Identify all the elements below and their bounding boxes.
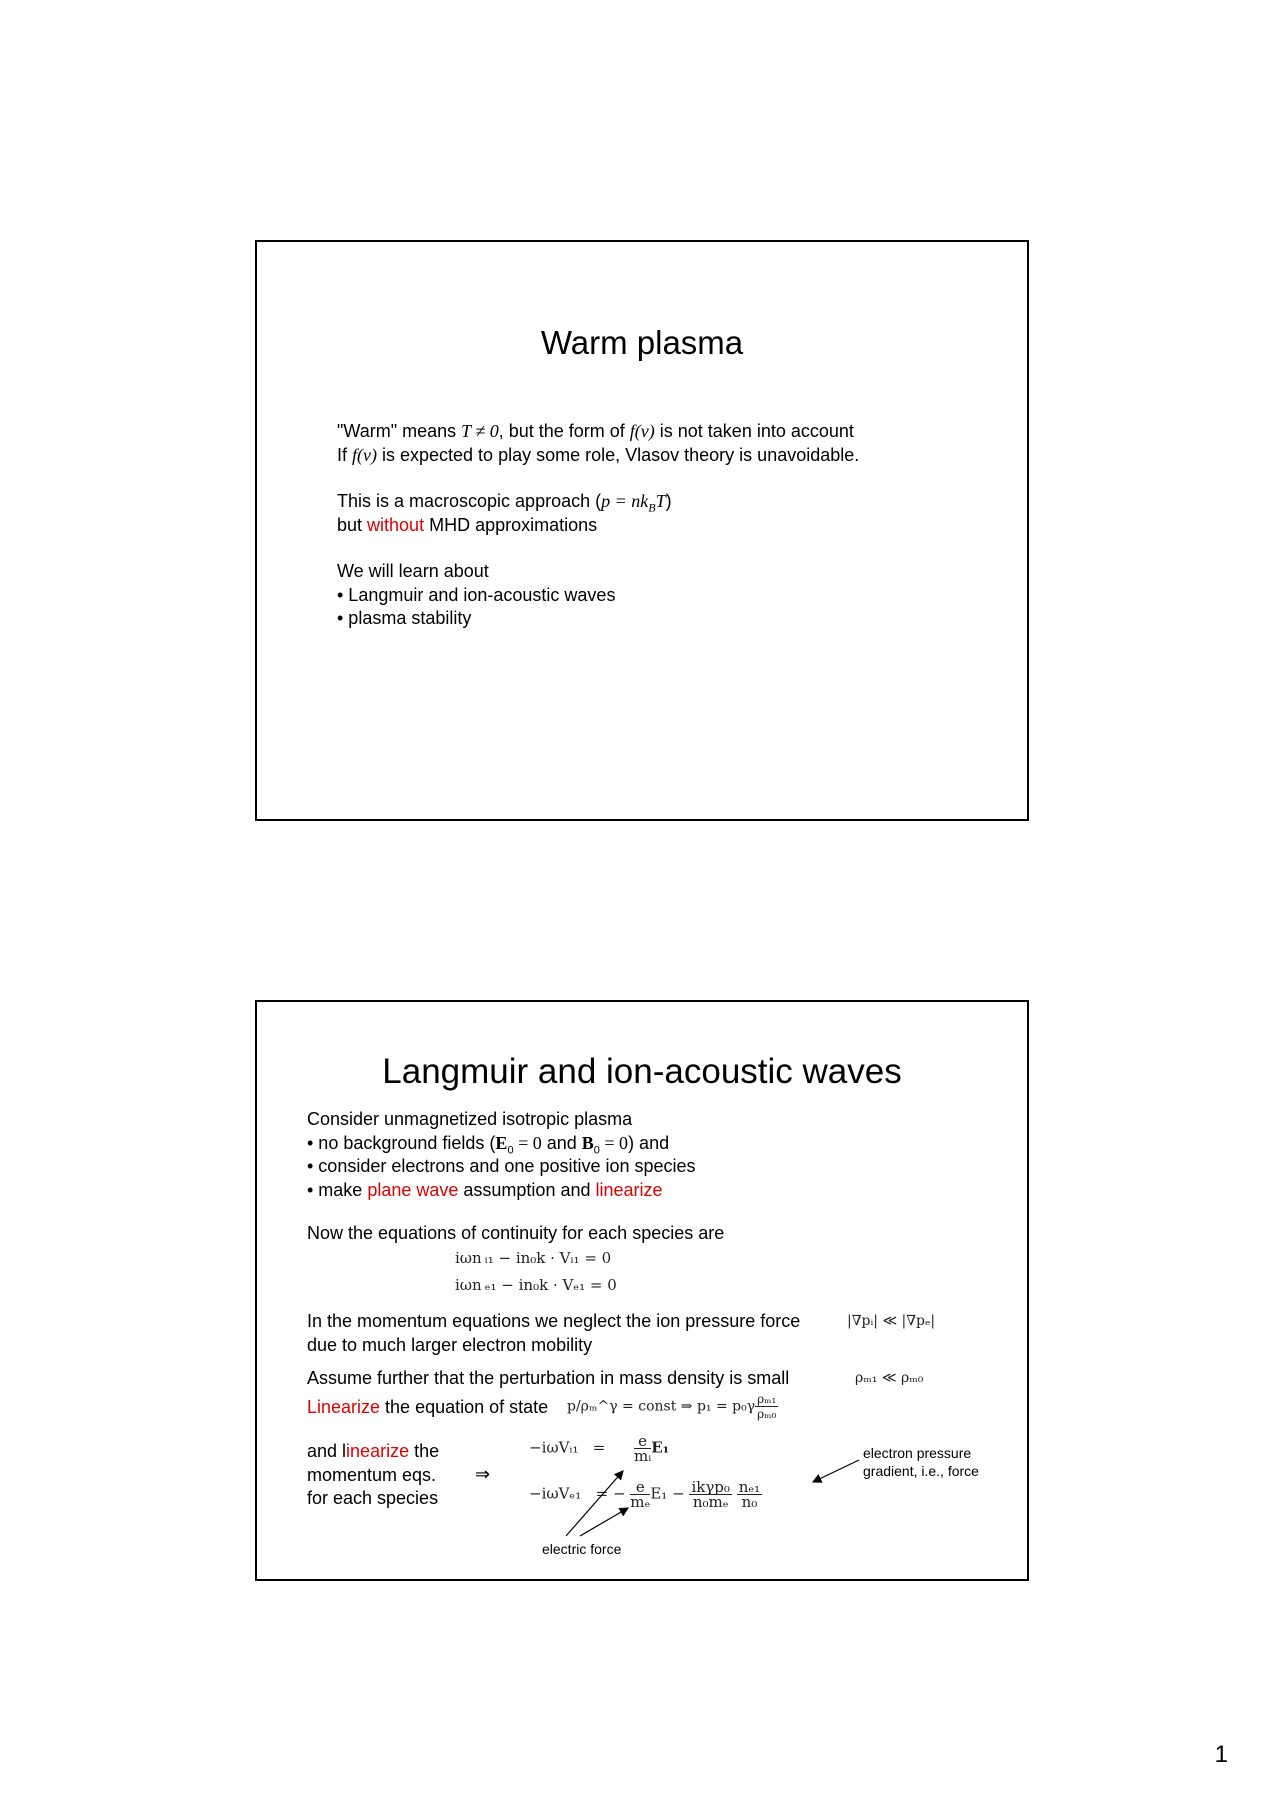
bullet-item: • consider electrons and one positive ion species (307, 1156, 696, 1176)
annotation-electric-force: electric force (542, 1541, 622, 1557)
implies-arrow: ⇒ (475, 1464, 491, 1484)
pressure-gradient-math: |∇pᵢ| ≪ |∇pₑ| (847, 1313, 936, 1329)
linearize-eos-text: Linearize the equation of state (307, 1397, 549, 1417)
slide-warm-plasma (255, 240, 1029, 821)
slide-body (337, 420, 859, 631)
equation-momentum-ion: −iωVᵢ₁ = $\frac{e}{\text{mᵢ}}$ E₁ (529, 1432, 670, 1465)
density-small-math: ρₘ₁ ≪ ρₘ₀ (855, 1370, 924, 1386)
equation-of-state: p/ρₘ^γ = const ⇒ p₁ = p₀γ $\frac{\text{ρₘ₁}}{\text{ρₘ₀}}$ (567, 1392, 777, 1421)
text-line: This is a macroscopic approach $(p = nk_BT)$ (337, 491, 672, 515)
continuity-text: Now the equations of continuity for each species are (307, 1223, 725, 1243)
slide-title: Langmuir and ion-acoustic waves (382, 1052, 902, 1091)
annotation-arrows (257, 1002, 1029, 1581)
bullet-item: • Langmuir and ion-acoustic waves (337, 584, 616, 605)
emphasis-text: without (367, 514, 425, 535)
equation-continuity-electron: iωn ₑ₁ − in₀k · Vₑ₁ = 0 (455, 1276, 617, 1294)
page-number: 1 (1214, 1741, 1228, 1768)
assume-text: Assume further that the perturbation in mass density is small (307, 1368, 790, 1388)
bullet-item: • make plane wave assumption and linearize (307, 1179, 663, 1200)
text-line: but without MHD approximations (337, 514, 598, 535)
annotation-pressure: electron pressure gradient, i.e., force (863, 1445, 979, 1479)
text-line: Consider unmagnetized isotropic plasma (307, 1109, 633, 1129)
text-line: We will learn about (337, 561, 489, 581)
text-line: "Warm" means T ≠ 0, but the form of f(v) is not taken into account (337, 421, 854, 441)
arrow-electric-ion (566, 1471, 623, 1536)
equation-momentum-electron: −iωVₑ₁ = − $\frac{e}{\text{mₑ}}$ E₁ − $\frac{\text{ikγp₀}}{\text{n₀mₑ}}$ $\frac{\text{nₑ₁}}{\text{n₀}}$ (529, 1478, 761, 1511)
text-line: If f(v) is expected to play some role, Vlasov theory is unavoidable. (337, 444, 860, 465)
slide-title: Warm plasma (540, 324, 744, 361)
bullet-item: • no background fields ($E_0 = 0$ and $B_0 = 0$) and (307, 1132, 670, 1157)
equation-continuity-ion: iωn ᵢ₁ − in₀k · Vᵢ₁ = 0 (455, 1249, 612, 1267)
momentum-text: In the momentum equations we neglect the ion pressure force due to much larger electron mobility (307, 1311, 801, 1355)
linearize-momentum-text: and linearize the momentum eqs. for each species (307, 1441, 440, 1508)
slide-langmuir-waves (255, 1000, 1029, 1581)
arrow-pressure (813, 1460, 859, 1482)
bullet-item: • plasma stability (337, 608, 472, 628)
